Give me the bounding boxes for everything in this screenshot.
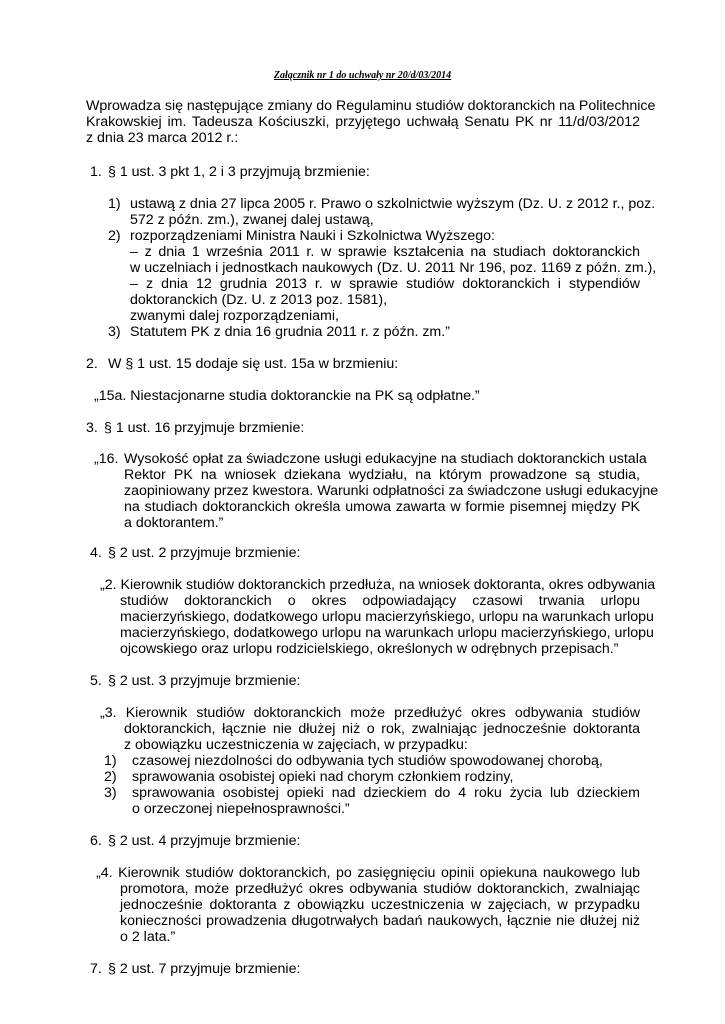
section-title: § 2 ust. 3 przyjmuje brzmienie: <box>108 673 301 689</box>
quote-line: Rektor PK na wniosek dziekana wydziału, na którym prowadzone są studia, <box>124 467 640 483</box>
quote-line: macierzyńskiego, dodatkowego urlopu macierzyńskiego, urlopu na warunkach urlopu <box>120 609 654 625</box>
section-title: § 1 ust. 3 pkt 1, 2 i 3 przyjmują brzmienie: <box>108 164 370 180</box>
section-title: § 2 ust. 2 przyjmuje brzmienie: <box>108 545 301 561</box>
list-item-line: rozporządzeniami Ministra Nauki i Szkolnictwa Wyższego: <box>130 228 495 244</box>
quote-line: doktoranckich, łącznie nie dłużej niż o rok, zwalniając jednocześnie doktoranta <box>124 721 640 737</box>
quote-line: jednocześnie doktoranta z obowiązku uczestniczenia w zajęciach, w przypadku <box>120 897 640 913</box>
list-item-line: sprawowania osobistej opieki nad chorym członkiem rodziny, <box>132 769 514 785</box>
quote-line: „4. Kierownik studiów doktoranckich, po zasięgnięciu opinii opiekuna naukowego lub <box>96 865 640 881</box>
intro-line: Krakowskiej im. Tadeusza Kościuszki, przyjętego uchwałą Senatu PK nr 11/d/03/2012 <box>86 114 640 130</box>
list-item-line: 572 z późn. zm.), zwanej dalej ustawą, <box>130 212 374 228</box>
list-number: 2) <box>108 228 121 244</box>
section-number: 6. <box>90 833 102 849</box>
list-number: 1) <box>104 753 117 769</box>
list-number: 3) <box>104 785 117 801</box>
list-item-line: Statutem PK z dnia 16 grudnia 2011 r. z późn. zm.” <box>130 324 450 340</box>
quote-line: Wysokość opłat za świadczone usługi edukacyjne na studiach doktoranckich ustala <box>124 451 647 467</box>
quote-line: konieczności prowadzenia długotrwałych badań naukowych, łącznie nie dłużej niż <box>120 913 640 929</box>
quote-line: ojcowskiego oraz urlopu rodzicielskiego, określonych w odrębnych przepisach.” <box>120 641 619 657</box>
section-title: § 1 ust. 16 przyjmuje brzmienie: <box>104 420 305 436</box>
list-number: 2) <box>104 769 117 785</box>
quote-line: „2. Kierownik studiów doktoranckich przedłuża, na wniosek doktoranta, okres odbywania <box>100 577 656 593</box>
section-title: W § 1 ust. 15 dodaje się ust. 15a w brzmieniu: <box>108 356 399 372</box>
intro-line: Wprowadza się następujące zmiany do Regulaminu studiów doktoranckich na Politechnice <box>86 98 656 114</box>
list-item-line: – z dnia 1 września 2011 r. w sprawie kształcenia na studiach doktoranckich <box>130 244 640 260</box>
list-number: 1) <box>108 196 121 212</box>
section-number: 2. <box>86 356 98 372</box>
quote-line: na studiach doktoranckich określa umowa zawarta w formie pisemnej między PK <box>124 499 640 515</box>
list-item-line: – z dnia 12 grudnia 2013 r. w sprawie studiów doktoranckich i stypendiów <box>130 276 640 292</box>
quote-line: „3. Kierownik studiów doktoranckich może przedłużyć okres odbywania studiów <box>100 705 640 721</box>
section-number: 1. <box>90 164 102 180</box>
list-item-line: doktoranckich (Dz. U. z 2013 poz. 1581), <box>130 292 388 308</box>
attachment-header: Załącznik nr 1 do uchwały nr 20/d/03/2014 <box>273 70 452 81</box>
list-number: 3) <box>108 324 121 340</box>
quote-line: studiów doktoranckich o okres odpowiadający czasowi trwania urlopu <box>120 593 640 609</box>
quote-line: „15a. Niestacjonarne studia doktoranckie na PK są odpłatne.” <box>94 388 480 404</box>
section-title: § 2 ust. 7 przyjmuje brzmienie: <box>108 961 301 977</box>
quote-line: z obowiązku uczestniczenia w zajęciach, w przypadku: <box>124 737 468 753</box>
quote-line: o 2 lata.” <box>120 929 176 945</box>
intro-line: z dnia 23 marca 2012 r.: <box>86 130 239 146</box>
list-item-line: ustawą z dnia 27 lipca 2005 r. Prawo o szkolnictwie wyższym (Dz. U. z 2012 r., poz. <box>130 196 656 212</box>
list-item-line: czasowej niezdolności do odbywania tych studiów spowodowanej chorobą, <box>132 753 603 769</box>
section-number: 4. <box>90 545 102 561</box>
section-number: 5. <box>90 673 102 689</box>
quote-line: a doktorantem.” <box>124 515 224 531</box>
list-item-line: sprawowania osobistej opieki nad dzieckiem do 4 roku życia lub dzieckiem <box>132 785 640 801</box>
section-number: 7. <box>90 961 102 977</box>
quote-line: promotora, może przedłużyć okres odbywania studiów doktoranckich, zwalniając <box>120 881 640 897</box>
quote-lead: „16. <box>94 451 119 467</box>
list-item-line: zwanymi dalej rozporządzeniami, <box>130 308 339 324</box>
section-title: § 2 ust. 4 przyjmuje brzmienie: <box>108 833 301 849</box>
list-item-line: w uczelniach i jednostkach naukowych (Dz. U. 2011 Nr 196, poz. 1169 z późn. zm.), <box>130 260 657 276</box>
section-number: 3. <box>86 420 98 436</box>
quote-line: macierzyńskiego, dodatkowego urlopu na warunkach urlopu macierzyńskiego, urlopu <box>120 625 654 641</box>
quote-line: zaopiniowany przez kwestora. Warunki odpłatności za świadczone usługi edukacyjne <box>124 483 659 499</box>
list-item-line: o orzeczonej niepełnosprawności.” <box>132 801 350 817</box>
